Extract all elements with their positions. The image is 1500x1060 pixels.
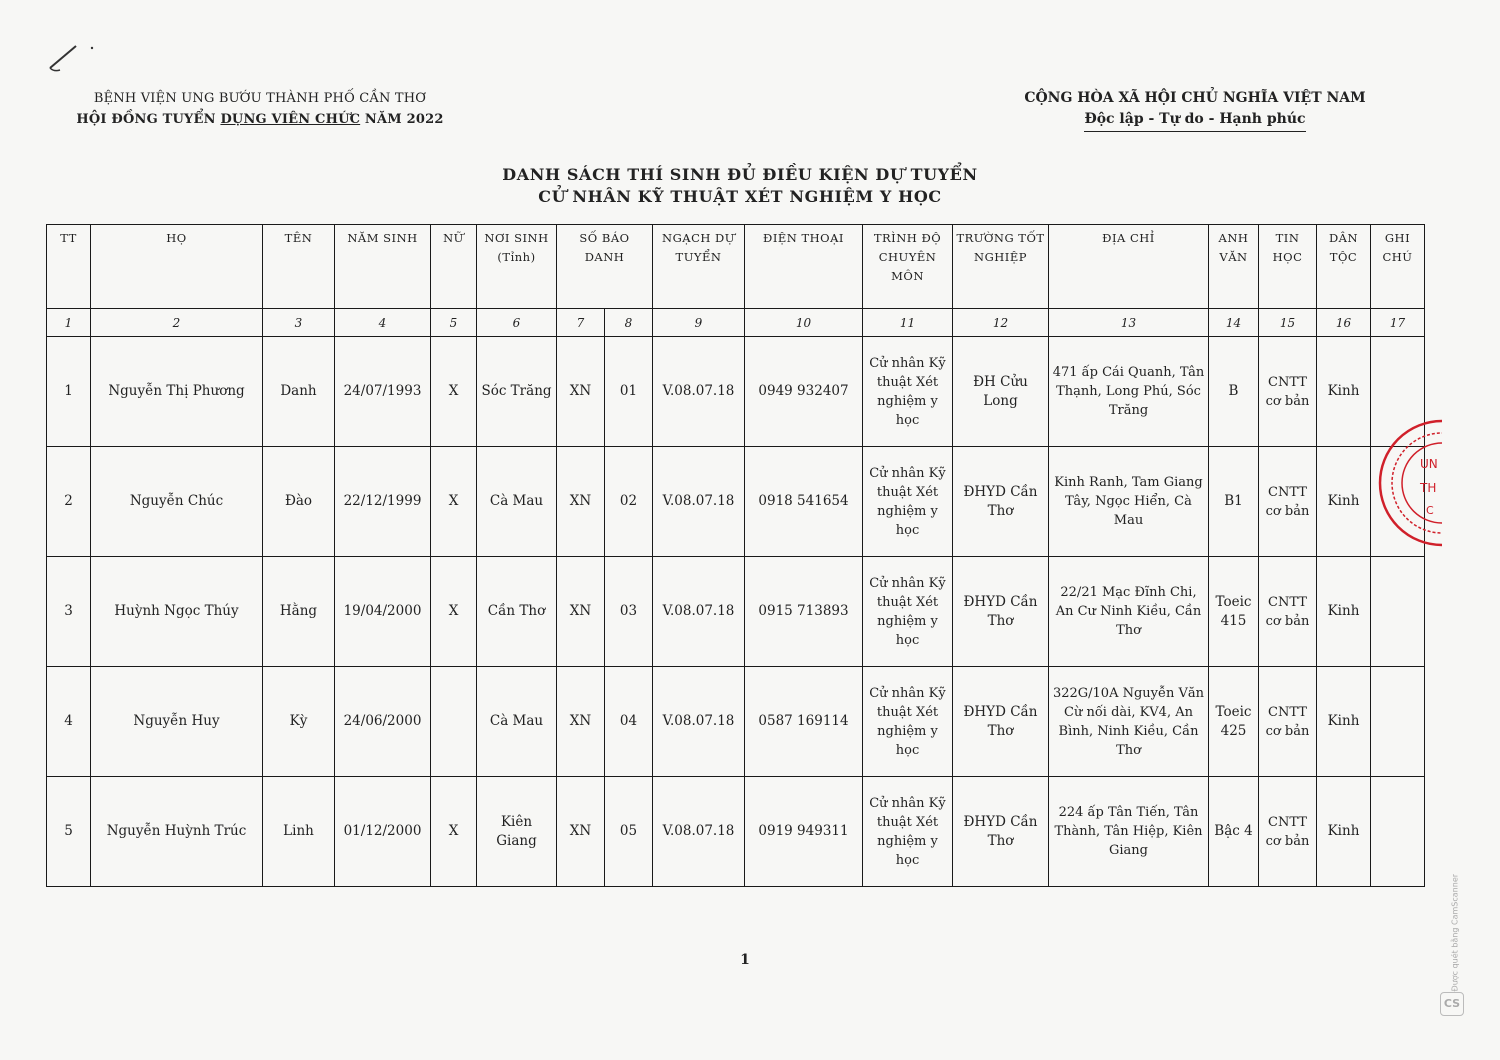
- cell-dan-toc: Kinh: [1317, 667, 1371, 777]
- corner-pen-mark-icon: [46, 42, 102, 74]
- col-header-trinh-do: TRÌNH ĐỘ CHUYÊN MÔN: [863, 225, 953, 309]
- col-number: 6: [477, 309, 557, 337]
- cell-dia-chi: 22/21 Mạc Đĩnh Chi, An Cư Ninh Kiều, Cần Thơ: [1049, 557, 1209, 667]
- cell-dan-toc: Kinh: [1317, 777, 1371, 887]
- col-header-tin-hoc: TIN HỌC: [1259, 225, 1317, 309]
- col-number: 2: [91, 309, 263, 337]
- cell-truong: ĐHYD Cần Thơ: [953, 557, 1049, 667]
- cell-anh-van: Toeic 415: [1209, 557, 1259, 667]
- cell-truong: ĐHYD Cần Thơ: [953, 667, 1049, 777]
- cell-dia-chi: 224 ấp Tân Tiến, Tân Thành, Tân Hiệp, Kiên Giang: [1049, 777, 1209, 887]
- cell-ten: Đào: [263, 447, 335, 557]
- cell-anh-van: B1: [1209, 447, 1259, 557]
- cell-trinh-do: Cử nhân Kỹ thuật Xét nghiệm y học: [863, 667, 953, 777]
- cell-nu: X: [431, 557, 477, 667]
- cell-nu: X: [431, 777, 477, 887]
- table-header-row: [47, 225, 1425, 309]
- cell-sbd-prefix: XN: [557, 667, 605, 777]
- national-header: [1000, 88, 1390, 132]
- cell-ghi-chu: [1371, 777, 1425, 887]
- cell-anh-van: Toeic 425: [1209, 667, 1259, 777]
- cell-dien-thoai: 0919 949311: [745, 777, 863, 887]
- page-number: 1: [740, 952, 750, 968]
- cell-tt: 4: [47, 667, 91, 777]
- cell-tin-hoc: CNTT cơ bản: [1259, 337, 1317, 447]
- col-header-dan-toc: DÂN TỘC: [1317, 225, 1371, 309]
- cell-dia-chi: Kinh Ranh, Tam Giang Tây, Ngọc Hiển, Cà Mau: [1049, 447, 1209, 557]
- cell-noi-sinh: Sóc Trăng: [477, 337, 557, 447]
- cell-dan-toc: Kinh: [1317, 447, 1371, 557]
- column-number-row: [47, 309, 1425, 337]
- council-name-part2: DỤNG VIÊN CHỨC: [220, 112, 361, 127]
- scanner-watermark: [1440, 852, 1464, 1022]
- cell-anh-van: B: [1209, 337, 1259, 447]
- col-number: 14: [1209, 309, 1259, 337]
- cell-tt: 1: [47, 337, 91, 447]
- cell-sbd-number: 01: [605, 337, 653, 447]
- cell-truong: ĐHYD Cần Thơ: [953, 777, 1049, 887]
- cell-sbd-number: 04: [605, 667, 653, 777]
- cell-nu: X: [431, 337, 477, 447]
- cell-nu: X: [431, 447, 477, 557]
- col-header-tt: TT: [47, 225, 91, 309]
- cell-tin-hoc: CNTT cơ bản: [1259, 557, 1317, 667]
- organization-header: [40, 88, 480, 130]
- cell-truong: ĐH Cửu Long: [953, 337, 1049, 447]
- cell-dan-toc: Kinh: [1317, 337, 1371, 447]
- col-header-sbd: SỐ BÁO DANH: [557, 225, 653, 309]
- col-header-anh-van: ANH VĂN: [1209, 225, 1259, 309]
- cell-ngach: V.08.07.18: [653, 777, 745, 887]
- col-number: 9: [653, 309, 745, 337]
- cell-nu: [431, 667, 477, 777]
- cell-sbd-number: 05: [605, 777, 653, 887]
- col-header-ghi-chu: GHI CHÚ: [1371, 225, 1425, 309]
- cell-tt: 2: [47, 447, 91, 557]
- col-number: 8: [605, 309, 653, 337]
- col-number: 13: [1049, 309, 1209, 337]
- col-header-noi-sinh: NƠI SINH (Tỉnh): [477, 225, 557, 309]
- cell-dien-thoai: 0587 169114: [745, 667, 863, 777]
- cell-sbd-prefix: XN: [557, 557, 605, 667]
- cell-sbd-prefix: XN: [557, 447, 605, 557]
- national-motto: Độc lập - Tự do - Hạnh phúc: [1084, 109, 1305, 132]
- title-line1: DANH SÁCH THÍ SINH ĐỦ ĐIỀU KIỆN DỰ TUYỂN: [502, 165, 978, 184]
- col-number: 5: [431, 309, 477, 337]
- cell-nam-sinh: 24/07/1993: [335, 337, 431, 447]
- col-header-ho: HỌ: [91, 225, 263, 309]
- col-header-dia-chi: ĐỊA CHỈ: [1049, 225, 1209, 309]
- svg-text:UN: UN: [1420, 457, 1438, 471]
- cell-dien-thoai: 0918 541654: [745, 447, 863, 557]
- cell-trinh-do: Cử nhân Kỹ thuật Xét nghiệm y học: [863, 557, 953, 667]
- cell-dan-toc: Kinh: [1317, 557, 1371, 667]
- col-number: 4: [335, 309, 431, 337]
- cell-tin-hoc: CNTT cơ bản: [1259, 667, 1317, 777]
- col-number: 15: [1259, 309, 1317, 337]
- col-header-nu: NỮ: [431, 225, 477, 309]
- cell-nam-sinh: 19/04/2000: [335, 557, 431, 667]
- cell-nam-sinh: 22/12/1999: [335, 447, 431, 557]
- cell-sbd-number: 03: [605, 557, 653, 667]
- table-row: [47, 447, 1425, 557]
- col-number: 7: [557, 309, 605, 337]
- col-header-ten: TÊN: [263, 225, 335, 309]
- candidate-table: [46, 224, 1425, 887]
- scanner-watermark-text: Được quét bằng CamScanner: [1450, 873, 1460, 992]
- cell-truong: ĐHYD Cần Thơ: [953, 447, 1049, 557]
- cell-ghi-chu: [1371, 557, 1425, 667]
- title-line2: CỬ NHÂN KỸ THUẬT XÉT NGHIỆM Y HỌC: [538, 187, 942, 206]
- cell-ten: Linh: [263, 777, 335, 887]
- cell-ngach: V.08.07.18: [653, 447, 745, 557]
- cell-tin-hoc: CNTT cơ bản: [1259, 777, 1317, 887]
- cell-ten: Hằng: [263, 557, 335, 667]
- cell-ho: Huỳnh Ngọc Thúy: [91, 557, 263, 667]
- cell-nam-sinh: 24/06/2000: [335, 667, 431, 777]
- cell-dia-chi: 471 ấp Cái Quanh, Tân Thạnh, Long Phú, Sóc Trăng: [1049, 337, 1209, 447]
- council-name-part1: HỘI ĐỒNG TUYỂN: [76, 112, 221, 127]
- cell-anh-van: Bậc 4: [1209, 777, 1259, 887]
- council-name: [40, 109, 480, 130]
- cell-noi-sinh: Cà Mau: [477, 667, 557, 777]
- table-row: [47, 557, 1425, 667]
- cell-trinh-do: Cử nhân Kỹ thuật Xét nghiệm y học: [863, 777, 953, 887]
- cell-ho: Nguyễn Huy: [91, 667, 263, 777]
- table-row: [47, 777, 1425, 887]
- svg-text:C: C: [1426, 504, 1434, 517]
- official-seal-icon: [1378, 408, 1442, 558]
- col-number: 17: [1371, 309, 1425, 337]
- cell-dia-chi: 322G/10A Nguyễn Văn Cừ nối dài, KV4, An Bình, Ninh Kiều, Cần Thơ: [1049, 667, 1209, 777]
- cell-dien-thoai: 0949 932407: [745, 337, 863, 447]
- cell-tin-hoc: CNTT cơ bản: [1259, 447, 1317, 557]
- col-header-ngach: NGẠCH DỰ TUYỂN: [653, 225, 745, 309]
- cell-ten: Kỳ: [263, 667, 335, 777]
- country-name: CỘNG HÒA XÃ HỘI CHỦ NGHĨA VIỆT NAM: [1024, 90, 1366, 106]
- cell-noi-sinh: Kiên Giang: [477, 777, 557, 887]
- table-row: [47, 337, 1425, 447]
- camscanner-logo-icon: CS: [1440, 992, 1464, 1016]
- cell-sbd-number: 02: [605, 447, 653, 557]
- cell-nam-sinh: 01/12/2000: [335, 777, 431, 887]
- document-title: [380, 164, 1100, 208]
- cell-ten: Danh: [263, 337, 335, 447]
- cell-noi-sinh: Cà Mau: [477, 447, 557, 557]
- cell-ngach: V.08.07.18: [653, 337, 745, 447]
- col-number: 12: [953, 309, 1049, 337]
- cell-noi-sinh: Cần Thơ: [477, 557, 557, 667]
- cell-ho: Nguyễn Chúc: [91, 447, 263, 557]
- cell-ngach: V.08.07.18: [653, 667, 745, 777]
- col-number: 3: [263, 309, 335, 337]
- cell-ngach: V.08.07.18: [653, 557, 745, 667]
- svg-text:TH: TH: [1420, 481, 1437, 495]
- col-number: 11: [863, 309, 953, 337]
- cell-sbd-prefix: XN: [557, 337, 605, 447]
- cell-trinh-do: Cử nhân Kỹ thuật Xét nghiệm y học: [863, 447, 953, 557]
- cell-ghi-chu: [1371, 667, 1425, 777]
- cell-ho: Nguyễn Thị Phương: [91, 337, 263, 447]
- table-row: [47, 667, 1425, 777]
- col-number: 1: [47, 309, 91, 337]
- col-header-truong: TRƯỜNG TỐT NGHIỆP: [953, 225, 1049, 309]
- col-header-dien-thoai: ĐIỆN THOẠI: [745, 225, 863, 309]
- council-name-part3: NĂM 2022: [360, 112, 444, 127]
- cell-trinh-do: Cử nhân Kỹ thuật Xét nghiệm y học: [863, 337, 953, 447]
- cell-tt: 5: [47, 777, 91, 887]
- cell-ho: Nguyễn Huỳnh Trúc: [91, 777, 263, 887]
- cell-sbd-prefix: XN: [557, 777, 605, 887]
- hospital-name: BỆNH VIỆN UNG BƯỚU THÀNH PHỐ CẦN THƠ: [93, 91, 427, 106]
- cell-tt: 3: [47, 557, 91, 667]
- cell-dien-thoai: 0915 713893: [745, 557, 863, 667]
- col-header-nam-sinh: NĂM SINH: [335, 225, 431, 309]
- col-number: 16: [1317, 309, 1371, 337]
- col-number: 10: [745, 309, 863, 337]
